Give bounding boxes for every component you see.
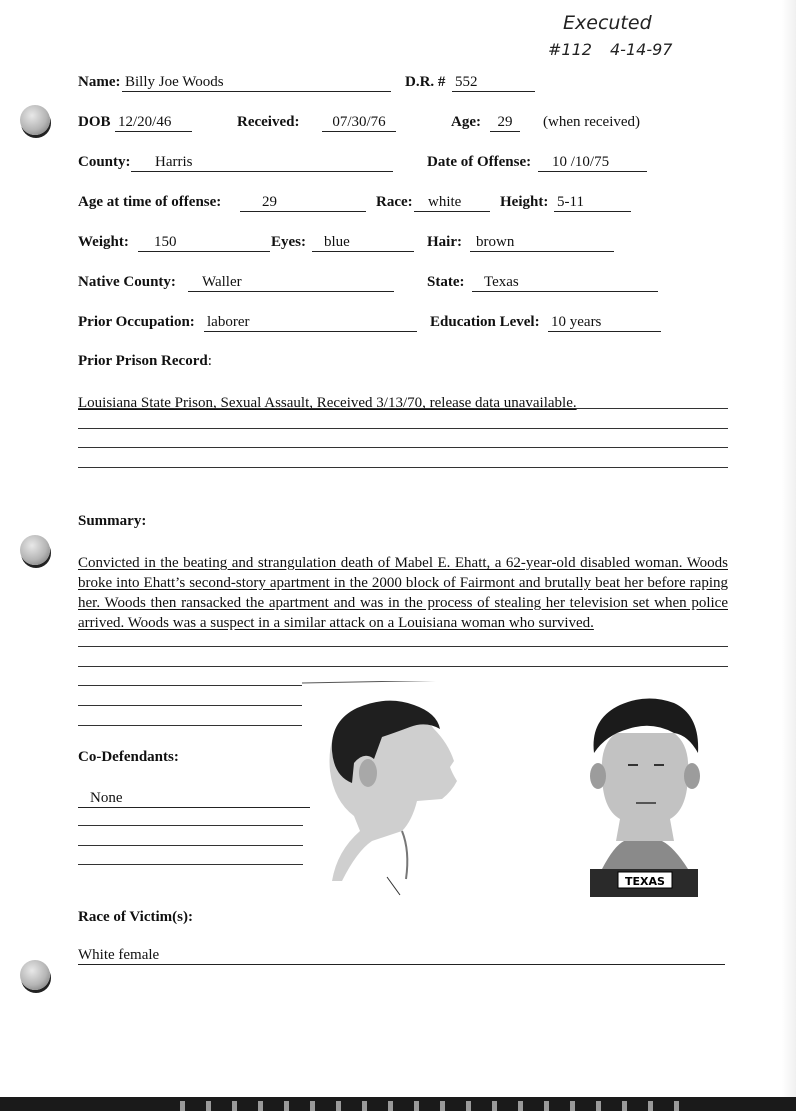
education-level-label: Education Level:: [430, 314, 540, 330]
height-label: Height:: [500, 194, 549, 210]
age-value: 29: [490, 114, 520, 132]
race-value: white: [414, 194, 490, 212]
ruled-line: [78, 447, 728, 448]
prior-occupation-value: laborer: [204, 314, 417, 332]
ruled-line: [78, 705, 303, 706]
education-level-value: 10 years: [548, 314, 661, 332]
age-at-offense-label: Age at time of offense:: [78, 194, 222, 210]
height-value: 5-11: [554, 194, 631, 212]
mugshot-photo-panel: [302, 681, 732, 901]
county-label: County:: [78, 154, 131, 170]
handwritten-execution-number: #112: [548, 40, 592, 59]
native-county-value: Waller: [188, 274, 394, 292]
age-label: Age:: [451, 114, 481, 130]
name-label: Name:: [78, 74, 121, 90]
hair-label: Hair:: [427, 234, 462, 250]
name-value: Billy Joe Woods: [122, 74, 391, 92]
ruled-line: [78, 666, 728, 667]
weight-value: 150: [138, 234, 270, 252]
ruled-line: [78, 864, 303, 865]
prior-prison-record-text: Louisiana State Prison, Sexual Assault, Received 3/13/70, release data unavailable.: [78, 395, 577, 411]
state-label: State:: [427, 274, 465, 290]
received-label: Received:: [237, 114, 300, 130]
race-of-victims-label: Race of Victim(s):: [78, 909, 193, 925]
handwritten-executed: Executed: [563, 12, 652, 34]
profile-photo: [330, 701, 458, 895]
hair-value: brown: [470, 234, 614, 252]
summary-label: Summary:: [78, 513, 147, 529]
age-at-offense-value: 29: [240, 194, 366, 212]
ruled-line: [78, 725, 303, 726]
prior-occupation-label: Prior Occupation:: [78, 314, 195, 330]
summary-text: Convicted in the beating and strangulation death of Mabel E. Ehatt, a 62-year-old disabled woman. Woods broke into Ehatt’s second-story apartment in the 2000 block of Fairmont and brutally beat her before raping her. Woods then ransacked the apartment and was in the process of stealing her television set when police arrived. Woods was a suspect in a similar attack on a Louisiana woman who survived.: [78, 555, 728, 631]
co-defendants-value: None: [78, 790, 310, 808]
dr-number-label: D.R. #: [405, 74, 446, 90]
binder-hole-bottom: [20, 960, 50, 990]
frontal-photo: [590, 698, 700, 897]
native-county-label: Native County:: [78, 274, 176, 290]
ruled-line: [78, 845, 303, 846]
ruled-line: [78, 467, 728, 468]
binder-hole-top: [20, 105, 50, 135]
ruled-line: [78, 408, 728, 409]
scan-edge-shadow: [782, 0, 796, 1097]
age-note: (when received): [543, 114, 641, 130]
received-value: 07/30/76: [322, 114, 396, 132]
handwritten-execution-date: 4-14-97: [610, 40, 673, 59]
dob-value: 12/20/46: [115, 114, 192, 132]
race-of-victims-value: White female: [78, 947, 725, 965]
co-defendants-label: Co-Defendants:: [78, 749, 179, 765]
mugshot-photos: [302, 681, 732, 901]
ruled-line: [78, 685, 303, 686]
scan-bottom-edge: [0, 1097, 796, 1111]
eyes-label: Eyes:: [271, 234, 306, 250]
ruled-line: [78, 428, 728, 429]
dob-label: DOB: [78, 114, 111, 130]
state-value: Texas: [472, 274, 658, 292]
binder-hole-middle: [20, 535, 50, 565]
offense-date-label: Date of Offense:: [427, 154, 532, 170]
county-value: Harris: [131, 154, 393, 172]
placard-text: TEXAS: [625, 875, 665, 888]
dr-number-value: 552: [452, 74, 535, 92]
weight-label: Weight:: [78, 234, 129, 250]
ruled-line: [78, 646, 728, 647]
ruled-line: [78, 825, 303, 826]
eyes-value: blue: [312, 234, 414, 252]
race-label: Race:: [376, 194, 413, 210]
offense-date-value: 10 /10/75: [538, 154, 647, 172]
prior-prison-record-label: Prior Prison Record:: [78, 353, 212, 369]
